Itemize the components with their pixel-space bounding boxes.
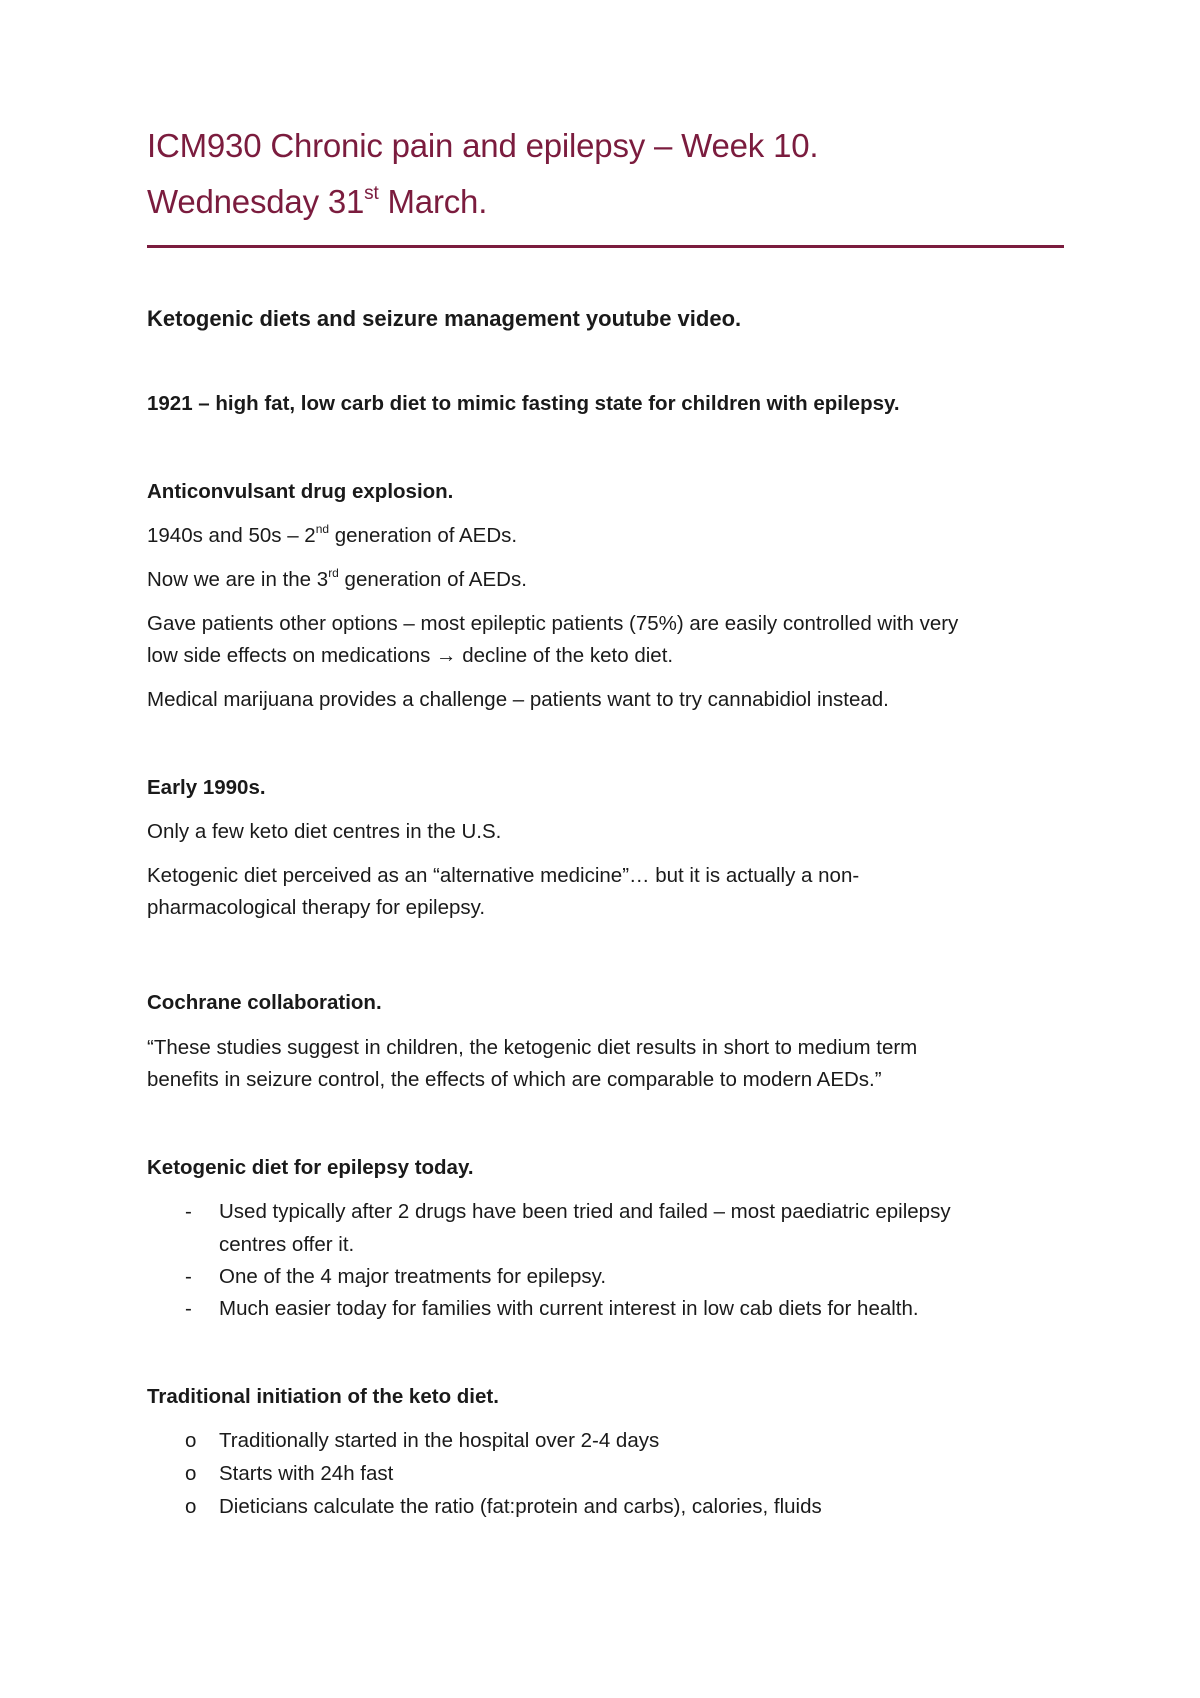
paragraph-2nd-gen — [147, 519, 517, 552]
subtitle: Ketogenic diets and seizure management youtube video. — [147, 306, 742, 331]
dash-marker: - — [185, 1200, 192, 1223]
list-item-text: Dieticians calculate the ratio (fat:protein and carbs), calories, fluids — [219, 1495, 822, 1518]
title-divider — [147, 245, 1064, 248]
text: Now we are in the 3 — [147, 568, 329, 591]
paragraph-alternative-2: pharmacological therapy for epilepsy. — [147, 896, 486, 919]
text: Used typically after 2 drugs have been tried and failed – most paediatric epilepsy — [219, 1200, 951, 1223]
section-heading-cochrane: Cochrane collaboration. — [147, 991, 382, 1014]
text: generation of AEDs. — [338, 568, 527, 591]
circle-bullet-icon: o — [185, 1462, 197, 1485]
circle-bullet-icon: o — [185, 1495, 197, 1518]
list-item-text — [219, 1195, 1079, 1261]
list-item-text: Much easier today for families with current interest in low cab diets for health. — [219, 1297, 919, 1320]
title-line-1: ICM930 Chronic pain and epilepsy – Week 10. — [147, 127, 819, 164]
section-heading-1990s: Early 1990s. — [147, 776, 266, 799]
title-line-2 — [147, 174, 1077, 230]
text: generation of AEDs. — [329, 524, 518, 547]
paragraph-3rd-gen — [147, 563, 527, 596]
title-month: March. — [378, 183, 488, 220]
list-item-text: One of the 4 major treatments for epilepsy. — [219, 1265, 607, 1288]
circle-bullet-icon: o — [185, 1429, 197, 1452]
paragraph-marijuana: Medical marijuana provides a challenge – patients want to try cannabidiol instead. — [147, 688, 889, 711]
paragraph-alternative-1: Ketogenic diet perceived as an “alternative medicine”… but it is actually a non- — [147, 864, 860, 887]
intro-line: 1921 – high fat, low carb diet to mimic fasting state for children with epilepsy. — [147, 392, 900, 415]
text: centres offer it. — [219, 1233, 355, 1256]
paragraph-options-2: low side effects on medications → decline of the keto diet. — [147, 644, 674, 667]
dash-marker: - — [185, 1265, 192, 1288]
page-title — [147, 118, 1077, 230]
list-item-text: Starts with 24h fast — [219, 1462, 394, 1485]
title-date: Wednesday 31 — [147, 183, 365, 220]
section-heading-today: Ketogenic diet for epilepsy today. — [147, 1156, 474, 1179]
quote-line-2: benefits in seizure control, the effects of which are comparable to modern AEDs.” — [147, 1068, 882, 1091]
quote-line-1: “These studies suggest in children, the ketogenic diet results in short to medium term — [147, 1036, 918, 1059]
dash-marker: - — [185, 1297, 192, 1320]
section-heading-initiation: Traditional initiation of the keto diet. — [147, 1385, 499, 1408]
paragraph-options-1: Gave patients other options – most epileptic patients (75%) are easily controlled with very — [147, 612, 959, 635]
paragraph-centres: Only a few keto diet centres in the U.S. — [147, 820, 502, 843]
title-date-suffix: st — [364, 183, 379, 204]
list-item-text: Traditionally started in the hospital over 2-4 days — [219, 1429, 660, 1452]
section-heading-drugs: Anticonvulsant drug explosion. — [147, 480, 454, 503]
ordinal-suffix: rd — [328, 566, 339, 580]
ordinal-suffix: nd — [315, 522, 330, 536]
text: 1940s and 50s – 2 — [147, 524, 316, 547]
